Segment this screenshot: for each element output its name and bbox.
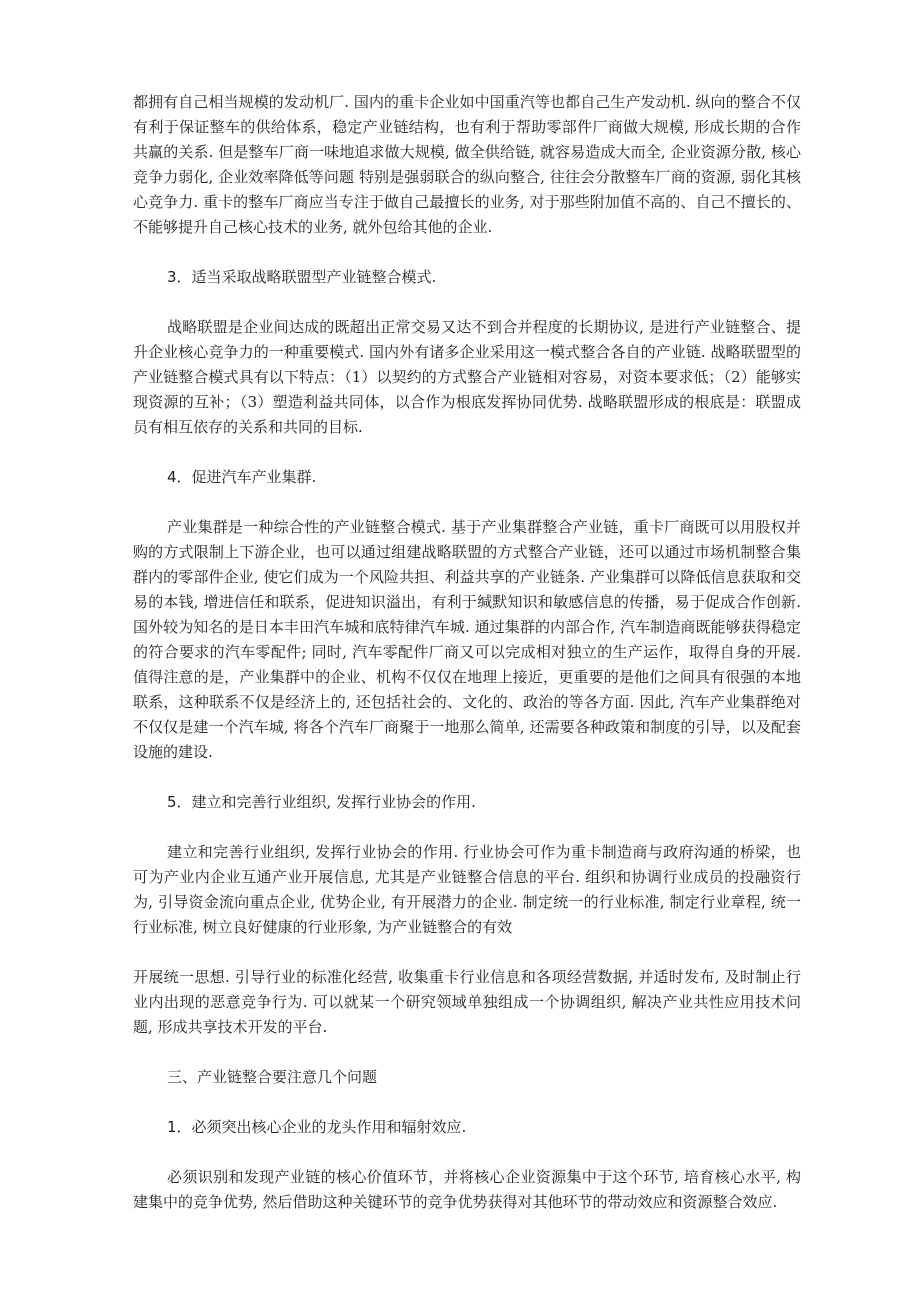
heading-number: 3 — [167, 268, 177, 286]
heading-industry-organization — [133, 790, 801, 815]
paragraph-industry-cluster: 产业集群是一种综合性的产业链整合模式. 基于产业集群整合产业链，重卡厂商既可以用股权并购的方式限制上下游企业，也可以通过组建战略联盟的方式整合产业链，还可以通过市场机制整合集群内的零部件企业, 使它们成为一个风险共担、利益共享的产业链条. 产业集群可以降低信息获取和交易的本钱, 增进信任和联系，促进知识溢出，有利于缄默知识和敏感信息的传播，易于促成合作创新. 国外较为知名的是日本丰田汽车城和底特律汽车城. 通过集群的内部合作, 汽车制造商既能够获得稳定的符合要求的汽车零配件; 同时, 汽车零配件厂商又可以完成相对独立的生产运作，取得自身的开展. 值得注意的是，产业集群中的企业、机构不仅仅在地理上接近，更重要的是他们之间具有很强的本地联系，这种联系不仅是经济上的, 还包括社会的、文化的、政治的等各方面. 因此, 汽车产业集群绝对不仅仅是建一个汽车城, 将各个汽车厂商聚于一地那么简单, 还需要各种政策和制度的引导，以及配套设施的建设. — [133, 518, 801, 761]
paragraph-core-value-chain: 必须识别和发现产业链的核心价值环节，并将核心企业资源集中于这个环节, 培育核心水平, 构建集中的竞争优势, 然后借助这种关键环节的竞争优势获得对其他环节的带动效应和资源整合效应. — [133, 1168, 801, 1211]
heading-strategic-alliance — [133, 265, 801, 290]
paragraph-industry-association: 建立和完善行业组织, 发挥行业协会的作用. 行业协会可作为重卡制造商与政府沟通的桥梁，也可为产业内企业互通产业开展信息, 尤其是产业链整合信息的平台. 组织和协调行业成员的投融资行为, 引导资金流向重点企业, 优势企业, 有开展潜力的企业. 制定统一的行业标准, 制定行业章程, 统一行业标准, 树立良好健康的行业形象, 为产业链整合的有效 — [133, 843, 801, 936]
heading-text: ．必须突出核心企业的龙头作用和辐射效应. — [176, 1118, 467, 1136]
heading-core-enterprise — [133, 1115, 801, 1140]
heading-text: 三、产业链整合要注意几个问题 — [167, 1068, 378, 1086]
heading-number: 1 — [167, 1118, 177, 1136]
heading-text: ．建立和完善行业组织, 发挥行业协会的作用. — [176, 793, 476, 811]
paragraph-vertical-integration: 都拥有自己相当规模的发动机厂. 国内的重卡企业如中国重汽等也都自己生产发动机. 纵向的整合不仅有利于保证整车的供给体系，稳定产业链结构，也有利于帮助零部件厂商做大规模, 形成长期的合作共赢的关系. 但是整车厂商一味地追求做大规模, 做全供给链, 就容易造成大而全, 企业资源分散, 核心竞争力弱化, 企业效率降低等问题 特别是强弱联合的纵向整合, 往往会分散整车厂商的资源, 弱化其核心竞争力. 重卡的整车厂商应当专注于做自己最擅长的业务, 对于那些附加值不高的、自己不擅长的、不能够提升自己核心技术的业务, 就外包给其他的企业. — [133, 93, 801, 236]
heading-number: 5 — [167, 793, 177, 811]
heading-number: 4 — [167, 468, 177, 486]
paragraph-strategic-alliance: 战略联盟是企业间达成的既超出正常交易又达不到合并程度的长期协议, 是进行产业链整合、提升企业核心竞争力的一种重要模式. 国内外有诸多企业采用这一模式整合各自的产业链. 战略联盟型的产业链整合模式具有以下特点：（1）以契约的方式整合产业链相对容易，对资本要求低；（2）能够实现资源的互补；（3）塑造利益共同体，以合作为根底发挥协同优势. 战略联盟形成的根底是：联盟成员有相互依存的关系和共同的目标. — [133, 318, 801, 436]
heading-text: ．促进汽车产业集群. — [176, 468, 317, 486]
heading-industry-cluster — [133, 465, 801, 490]
paragraph-association-continued: 开展统一思想. 引导行业的标准化经营, 收集重卡行业信息和各项经营数据, 并适时发布, 及时制止行业内出现的恶意竞争行为. 可以就某一个研究领域单独组成一个协调组织, 解决产业共性应用技术问题, 形成共享技术开发的平台. — [133, 968, 801, 1036]
heading-text: ．适当采取战略联盟型产业链整合模式. — [176, 268, 437, 286]
document-page — [133, 90, 801, 1215]
section-heading-issues — [133, 1065, 801, 1090]
